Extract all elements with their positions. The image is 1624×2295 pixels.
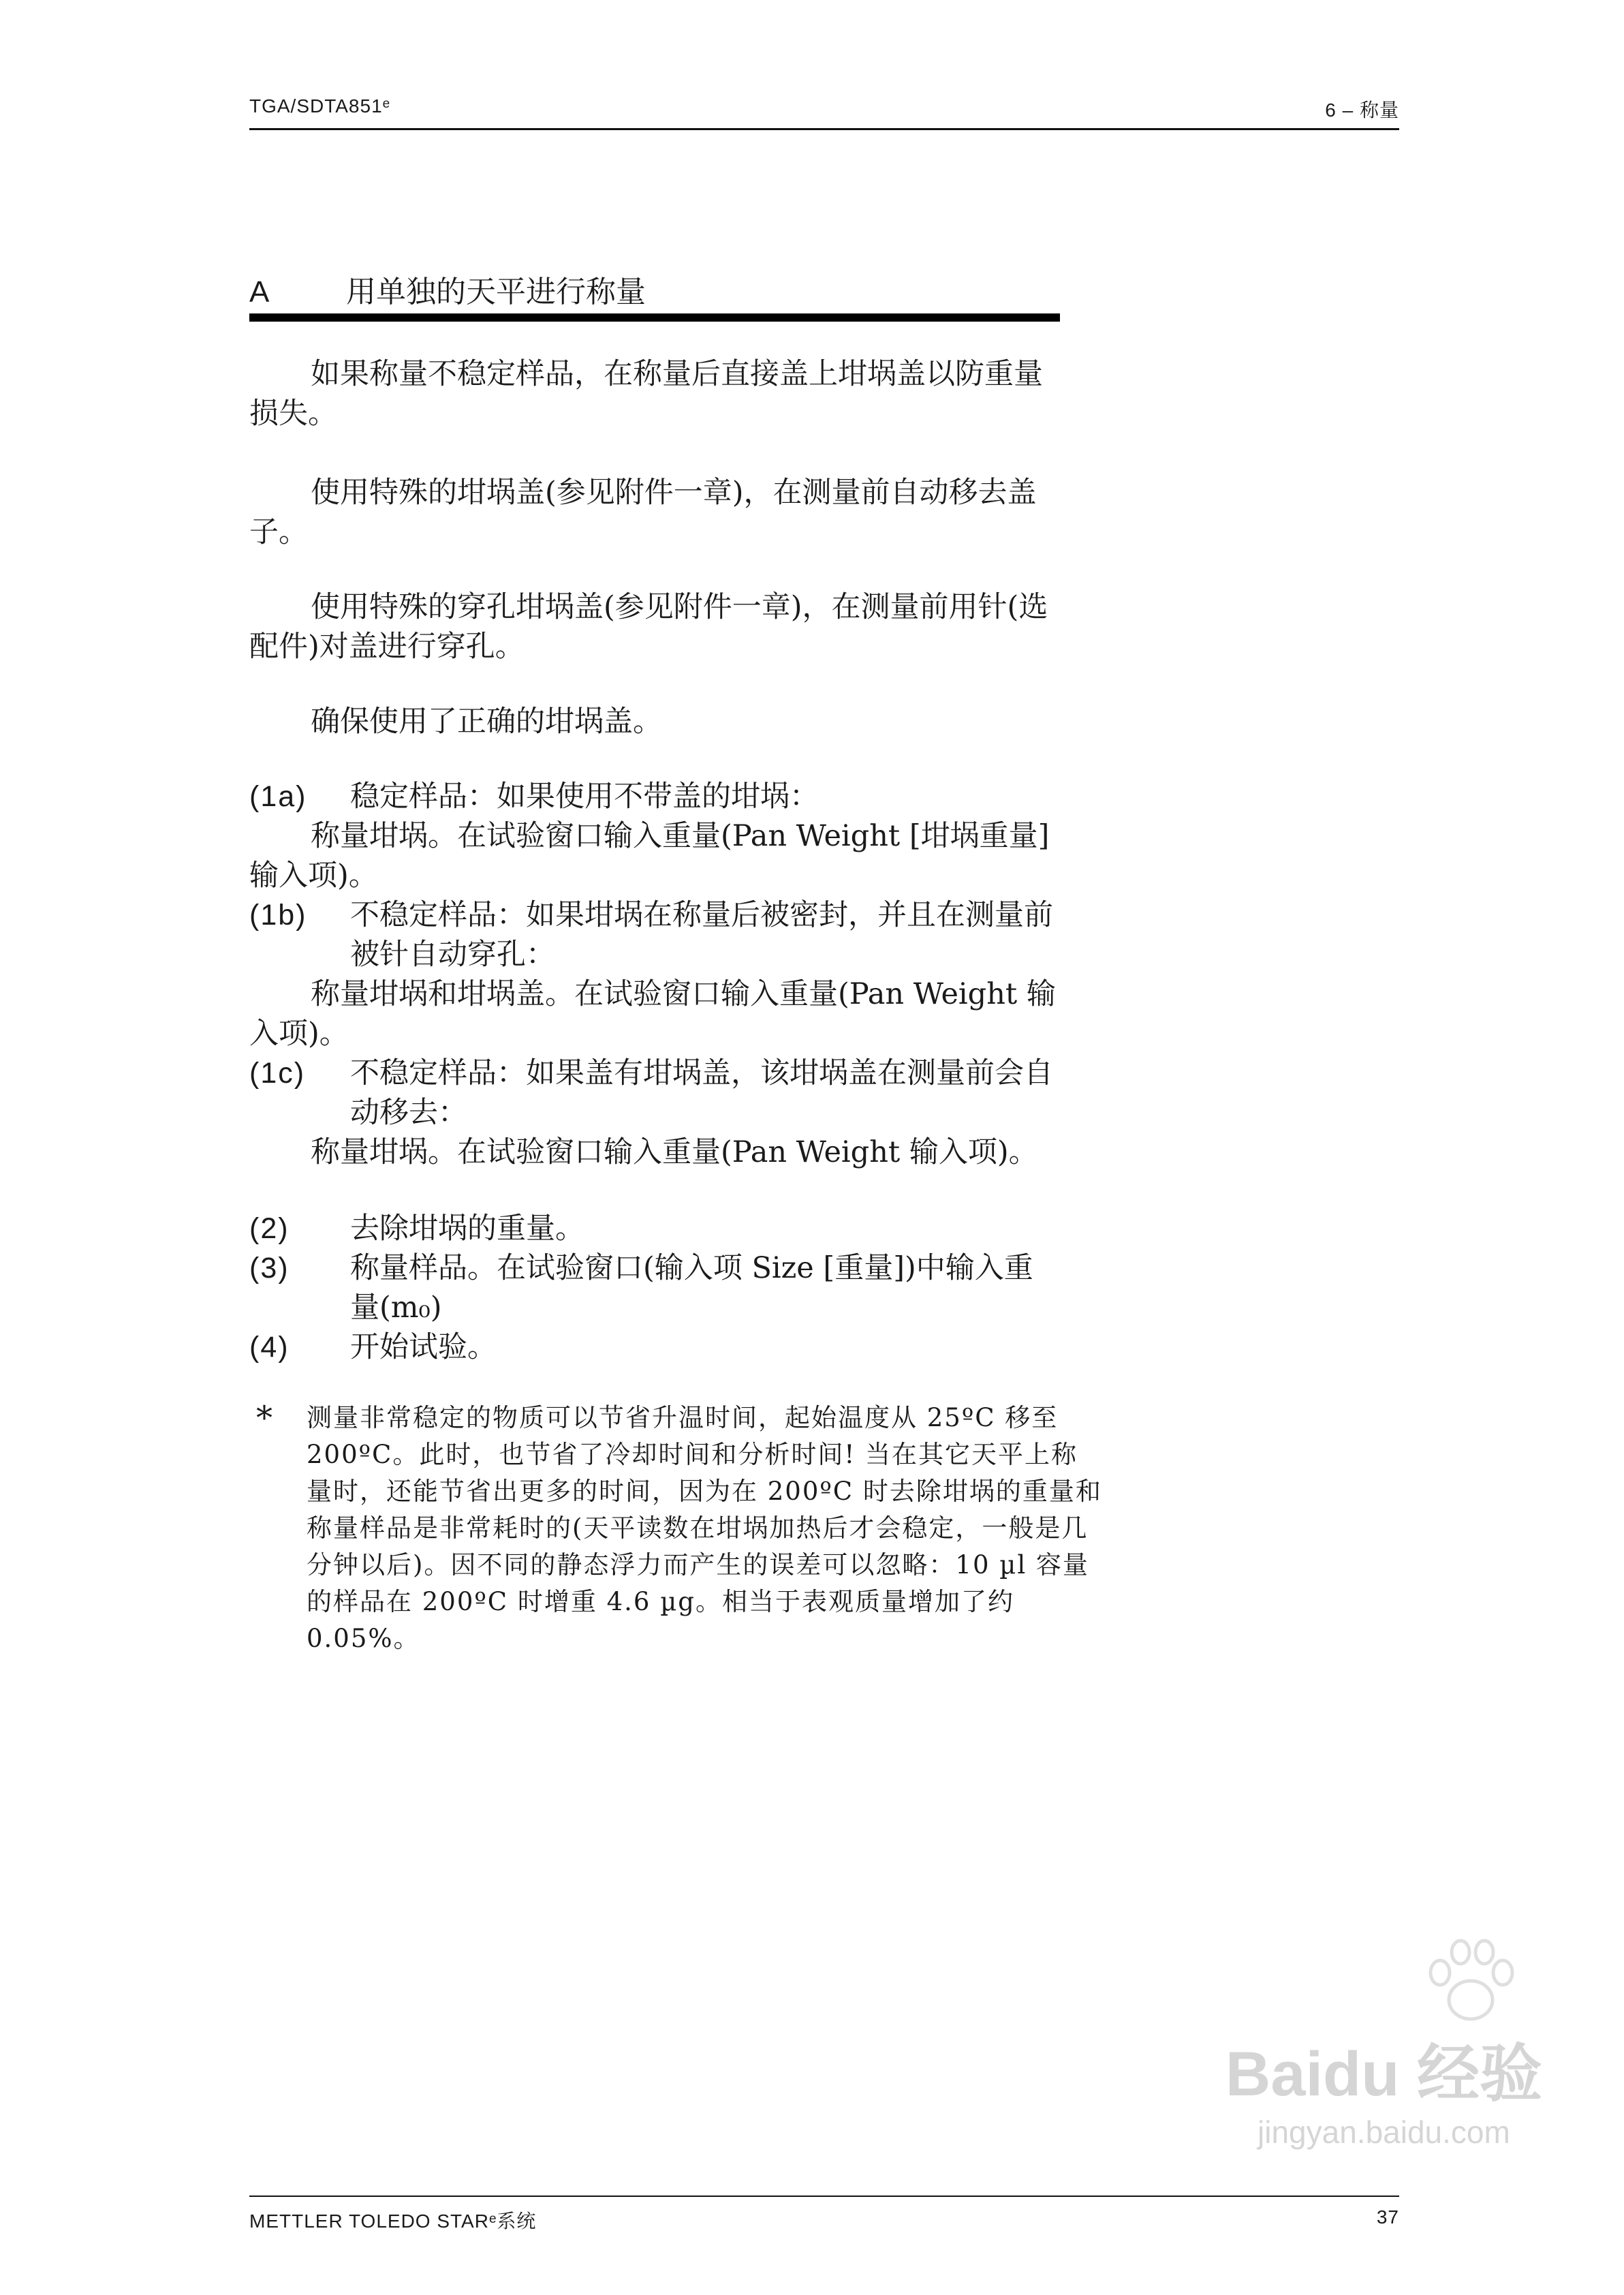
step-list-b — [249, 1209, 1060, 1367]
list-item — [249, 1053, 1060, 1133]
item-sub: 称量坩埚。在试验窗口输入重量(Pan Weight 输入项)。 — [311, 1135, 1038, 1169]
item-sub: 称量坩埚和坩埚盖。在试验窗口输入重量(Pan Weight 输入项)。 — [249, 977, 1056, 1051]
item-text: 称量样品。在试验窗口(输入项 Size [重量])中输入重量(m₀) — [350, 1251, 1033, 1325]
item-label: (1a) — [249, 780, 307, 813]
footer-rule — [249, 2196, 1399, 2197]
item-label: (1c) — [249, 1057, 306, 1090]
list-item — [249, 777, 1060, 816]
item-text: 不稳定样品：如果盖有坩埚盖，该坩埚盖在测量前会自动移去： — [350, 1056, 1053, 1130]
step-list-a — [249, 777, 1060, 1172]
item-text: 不稳定样品：如果坩埚在称量后被密封，并且在测量前被针自动穿孔： — [350, 898, 1053, 972]
header-left: TGA/SDTA851ᵉ — [249, 95, 391, 117]
item-label: (4) — [249, 1331, 290, 1364]
list-item — [249, 1327, 1060, 1367]
asterisk-icon: * — [256, 1399, 272, 1437]
section-title: 用单独的天平进行称量 — [346, 275, 646, 309]
item-label: (2) — [249, 1212, 290, 1245]
section-letter: A — [249, 275, 270, 309]
watermark — [1225, 2024, 1542, 2151]
item-text: 去除坩埚的重量。 — [350, 1212, 584, 1246]
header-rule — [249, 128, 1399, 130]
section-heading — [249, 271, 1060, 322]
item-sub: 称量坩埚。在试验窗口输入重量(Pan Weight [坩埚重量] 输入项)。 — [249, 819, 1050, 893]
paragraph: 使用特殊的穿孔坩埚盖(参见附件一章)，在测量前用针(选配件)对盖进行穿孔。 — [249, 590, 1048, 664]
footer-left: METTLER TOLEDO STARᵉ系统 — [249, 2211, 537, 2232]
footnote-text: 测量非常稳定的物质可以节省升温时间，起始温度从 25ºC 移至 200ºC。此时，也节省了冷却时间和分析时间! 当在其它天平上称量时，还能节省出更多的时间，因为在 200ºC 时去除坩埚的重量和称量样品是非常耗时的(天平读数在坩埚加热后才会稳定，一般是几分钟以后)。因不同的静态浮力而产生的误差可以忽略：10 µl 容量的样品在 200ºC 时增重 4.6 µg。相当于表观质量增加了约0.05%。 — [307, 1403, 1102, 1653]
list-item — [249, 1209, 1060, 1248]
item-label: (3) — [249, 1252, 290, 1284]
watermark-brand: Baidu 经验 — [1225, 2039, 1542, 2109]
list-item — [249, 1248, 1060, 1327]
item-label: (1b) — [249, 899, 307, 931]
paragraph: 使用特殊的坩埚盖(参见附件一章)，在测量前自动移去盖子。 — [249, 476, 1037, 549]
page-number: 37 — [1376, 2206, 1399, 2228]
list-item — [249, 895, 1060, 974]
item-text: 稳定样品：如果使用不带盖的坩埚： — [350, 780, 819, 814]
paw-logo-icon — [1420, 1935, 1522, 2031]
item-text: 开始试验。 — [350, 1330, 497, 1364]
header-right: 6 – 称量 — [1325, 99, 1399, 121]
paragraph: 确保使用了正确的坩埚盖。 — [311, 705, 662, 739]
watermark-url: jingyan.baidu.com — [1258, 2114, 1510, 2150]
paragraph: 如果称量不稳定样品，在称量后直接盖上坩埚盖以防重量损失。 — [249, 357, 1043, 431]
footnote — [249, 1400, 1104, 1657]
